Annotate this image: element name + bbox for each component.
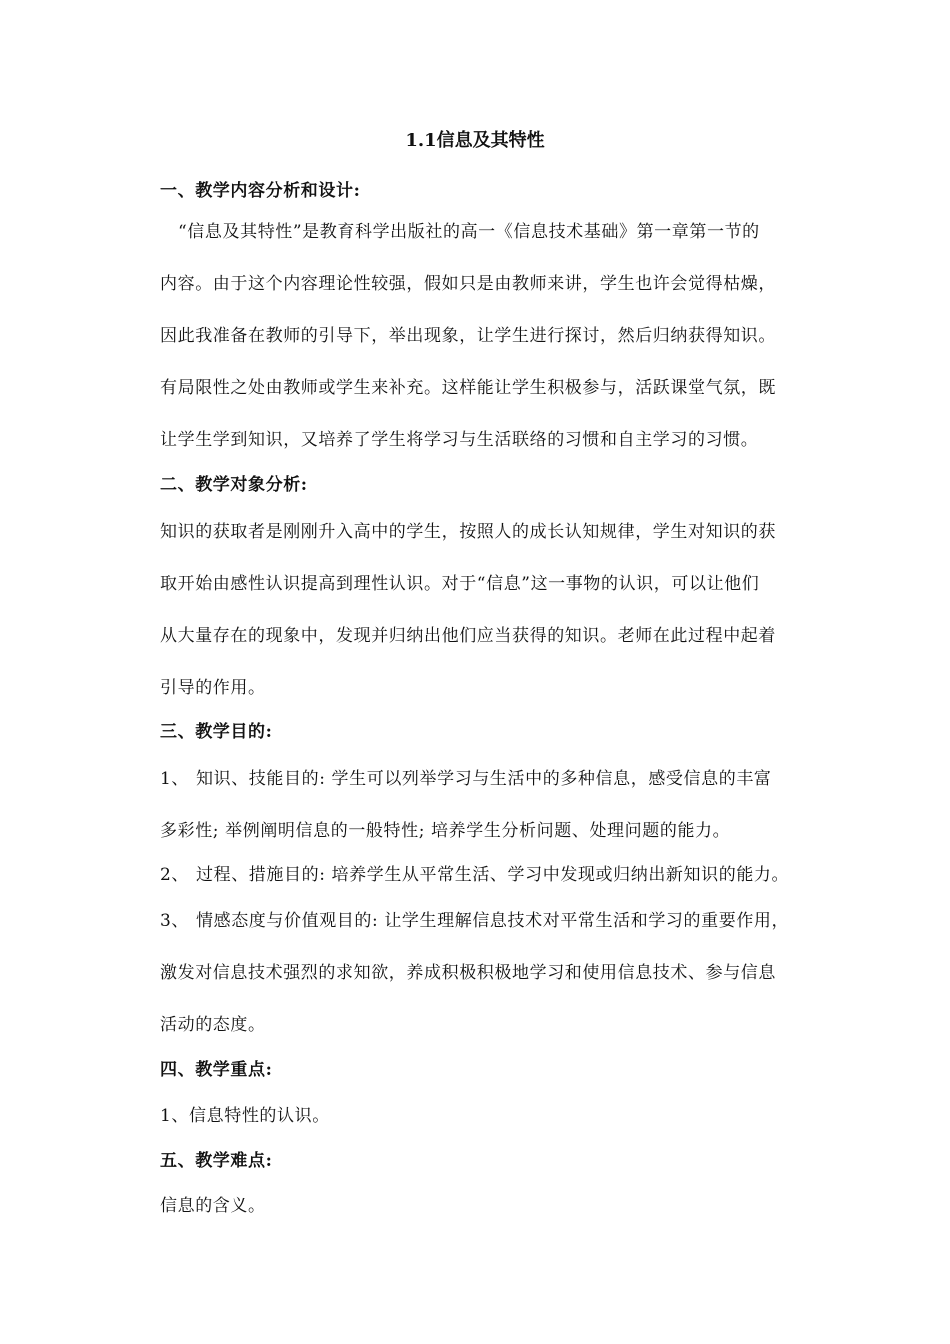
section-heading-1: 一、教学内容分析和设计: [160, 181, 361, 201]
paragraph-line: 因此我准备在教师的引导下，举出现象，让学生进行探讨，然后归纳获得知识。 [160, 326, 776, 346]
paragraph-line: 激发对信息技术强烈的求知欲，养成积极积极地学习和使用信息技术、参与信息 [160, 963, 776, 983]
list-item-text: 情感态度与价值观目的: 让学生理解信息技术对平常生活和学习的重要作用， [196, 911, 790, 931]
paragraph-line: 内容。由于这个内容理论性较强，假如只是由教师来讲，学生也许会觉得枯燥， [160, 274, 776, 294]
paragraph-line: 从大量存在的现象中，发现并归纳出他们应当获得的知识。老师在此过程中起着 [160, 626, 776, 646]
paragraph-line: 1、信息特性的认识。 [160, 1106, 330, 1126]
paragraph-line: 多彩性; 举例阐明信息的一般特性; 培养学生分析问题、处理问题的能力。 [160, 821, 731, 841]
section-heading-5: 五、教学难点: [160, 1151, 273, 1171]
section-heading-3: 三、教学目的: [160, 722, 273, 742]
list-number: 3、 [160, 911, 190, 931]
paragraph-line: 让学生学到知识，又培养了学生将学习与生活联络的习惯和自主学习的习惯。 [160, 430, 759, 450]
list-item-text: 过程、措施目的: 培养学生从平常生活、学习中发现或归纳出新知识的能力。 [196, 865, 790, 885]
paragraph-line: 有局限性之处由教师或学生来补充。这样能让学生积极参与，活跃课堂气氛，既 [160, 378, 776, 398]
paragraph-line: 活动的态度。 [160, 1015, 266, 1035]
paragraph-line: 取开始由感性认识提高到理性认识。对于“信息”这一事物的认识，可以让他们 [160, 574, 760, 594]
list-item-text: 知识、技能目的: 学生可以列举学习与生活中的多种信息，感受信息的丰富 [196, 769, 772, 789]
list-number: 1、 [160, 769, 190, 789]
paragraph-line: 信息的含义。 [160, 1196, 266, 1216]
section-heading-4: 四、教学重点: [160, 1060, 273, 1080]
document-title: 1.1信息及其特性 [405, 130, 545, 151]
list-item [160, 860, 789, 885]
list-item [160, 764, 772, 789]
paragraph-line: “信息及其特性”是教育科学出版社的高一《信息技术基础》第一章第一节的 [178, 222, 760, 242]
section-heading-2: 二、教学对象分析: [160, 475, 308, 495]
paragraph-line: 知识的获取者是刚刚升入高中的学生，按照人的成长认知规律，学生对知识的获 [160, 522, 776, 542]
list-item [160, 906, 789, 931]
paragraph-line: 引导的作用。 [160, 678, 266, 698]
list-number: 2、 [160, 865, 190, 885]
